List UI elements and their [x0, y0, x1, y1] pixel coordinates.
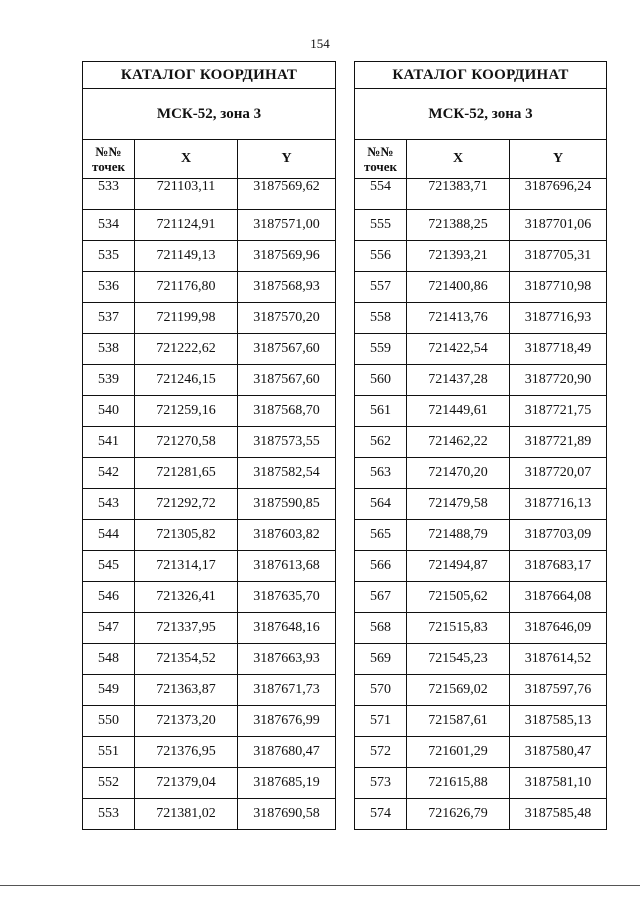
table-row — [83, 303, 336, 334]
table-row — [83, 551, 336, 582]
table-row — [83, 613, 336, 644]
x-coordinate-cell: 721379,04 — [135, 768, 238, 799]
x-coordinate-cell: 721462,22 — [407, 427, 510, 458]
point-number-cell: 569 — [355, 644, 407, 675]
table-row — [355, 179, 607, 210]
table-row — [355, 768, 607, 799]
column-header-number-sign: №№ — [95, 144, 122, 159]
x-coordinate-cell: 721449,61 — [407, 396, 510, 427]
coordinate-table-left — [82, 61, 336, 830]
y-coordinate-cell: 3187567,60 — [238, 365, 336, 396]
catalog-title: КАТАЛОГ КООРДИНАТ — [355, 62, 607, 89]
point-number-cell: 534 — [83, 210, 135, 241]
table-row — [355, 210, 607, 241]
table-row — [355, 458, 607, 489]
table-row — [355, 644, 607, 675]
y-coordinate-cell: 3187721,89 — [510, 427, 607, 458]
y-coordinate-cell: 3187614,52 — [510, 644, 607, 675]
x-coordinate-cell: 721488,79 — [407, 520, 510, 551]
column-header-points-word: точек — [92, 159, 125, 174]
point-number-cell: 573 — [355, 768, 407, 799]
table-row — [355, 489, 607, 520]
table-row — [83, 458, 336, 489]
y-coordinate-cell: 3187571,00 — [238, 210, 336, 241]
point-number-cell: 557 — [355, 272, 407, 303]
column-header-point-number — [83, 140, 135, 179]
point-number-cell: 547 — [83, 613, 135, 644]
x-coordinate-cell: 721393,21 — [407, 241, 510, 272]
column-header-y: Y — [238, 140, 336, 179]
x-coordinate-cell: 721373,20 — [135, 706, 238, 737]
point-number-cell: 561 — [355, 396, 407, 427]
y-coordinate-cell: 3187603,82 — [238, 520, 336, 551]
table-row — [355, 675, 607, 706]
point-number-cell: 556 — [355, 241, 407, 272]
y-coordinate-cell: 3187568,70 — [238, 396, 336, 427]
point-number-cell: 559 — [355, 334, 407, 365]
point-number-cell: 551 — [83, 737, 135, 768]
point-number-cell: 564 — [355, 489, 407, 520]
y-coordinate-cell: 3187676,99 — [238, 706, 336, 737]
table-row — [83, 799, 336, 830]
table-row — [355, 365, 607, 396]
point-number-cell: 563 — [355, 458, 407, 489]
x-coordinate-cell: 721388,25 — [407, 210, 510, 241]
x-coordinate-cell: 721292,72 — [135, 489, 238, 520]
table-row — [83, 644, 336, 675]
x-coordinate-cell: 721626,79 — [407, 799, 510, 830]
table-row — [83, 675, 336, 706]
x-coordinate-cell: 721199,98 — [135, 303, 238, 334]
y-coordinate-cell: 3187585,48 — [510, 799, 607, 830]
table-row — [83, 737, 336, 768]
y-coordinate-cell: 3187696,24 — [510, 179, 607, 210]
table-row — [83, 241, 336, 272]
y-coordinate-cell: 3187721,75 — [510, 396, 607, 427]
table-row — [355, 427, 607, 458]
x-coordinate-cell: 721587,61 — [407, 706, 510, 737]
point-number-cell: 546 — [83, 582, 135, 613]
table-row — [83, 365, 336, 396]
table-row — [355, 520, 607, 551]
x-coordinate-cell: 721259,16 — [135, 396, 238, 427]
coordinate-system-label: МСК-52, зона 3 — [355, 89, 607, 140]
table-row — [83, 582, 336, 613]
y-coordinate-cell: 3187613,68 — [238, 551, 336, 582]
y-coordinate-cell: 3187573,55 — [238, 427, 336, 458]
table-row — [355, 272, 607, 303]
point-number-cell: 545 — [83, 551, 135, 582]
point-number-cell: 570 — [355, 675, 407, 706]
point-number-cell: 553 — [83, 799, 135, 830]
point-number-cell: 566 — [355, 551, 407, 582]
table-row — [355, 706, 607, 737]
point-number-cell: 554 — [355, 179, 407, 210]
y-coordinate-cell: 3187597,76 — [510, 675, 607, 706]
point-number-cell: 542 — [83, 458, 135, 489]
y-coordinate-cell: 3187582,54 — [238, 458, 336, 489]
point-number-cell: 565 — [355, 520, 407, 551]
point-number-cell: 539 — [83, 365, 135, 396]
y-coordinate-cell: 3187648,16 — [238, 613, 336, 644]
y-coordinate-cell: 3187718,49 — [510, 334, 607, 365]
point-number-cell: 548 — [83, 644, 135, 675]
x-coordinate-cell: 721383,71 — [407, 179, 510, 210]
column-header-x: X — [135, 140, 238, 179]
x-coordinate-cell: 721413,76 — [407, 303, 510, 334]
x-coordinate-cell: 721515,83 — [407, 613, 510, 644]
x-coordinate-cell: 721270,58 — [135, 427, 238, 458]
column-header-x: X — [407, 140, 510, 179]
point-number-cell: 549 — [83, 675, 135, 706]
y-coordinate-cell: 3187569,96 — [238, 241, 336, 272]
coordinate-table-right — [354, 61, 607, 830]
table-row — [83, 179, 336, 210]
x-coordinate-cell: 721149,13 — [135, 241, 238, 272]
x-coordinate-cell: 721381,02 — [135, 799, 238, 830]
y-coordinate-cell: 3187705,31 — [510, 241, 607, 272]
x-coordinate-cell: 721124,91 — [135, 210, 238, 241]
column-header-point-number — [355, 140, 407, 179]
catalog-title: КАТАЛОГ КООРДИНАТ — [83, 62, 336, 89]
x-coordinate-cell: 721437,28 — [407, 365, 510, 396]
y-coordinate-cell: 3187690,58 — [238, 799, 336, 830]
table-row — [83, 272, 336, 303]
x-coordinate-cell: 721222,62 — [135, 334, 238, 365]
y-coordinate-cell: 3187680,47 — [238, 737, 336, 768]
x-coordinate-cell: 721505,62 — [407, 582, 510, 613]
x-coordinate-cell: 721615,88 — [407, 768, 510, 799]
point-number-cell: 571 — [355, 706, 407, 737]
y-coordinate-cell: 3187671,73 — [238, 675, 336, 706]
point-number-cell: 536 — [83, 272, 135, 303]
x-coordinate-cell: 721326,41 — [135, 582, 238, 613]
y-coordinate-cell: 3187569,62 — [238, 179, 336, 210]
table-body — [355, 179, 607, 830]
point-number-cell: 560 — [355, 365, 407, 396]
x-coordinate-cell: 721545,23 — [407, 644, 510, 675]
table-row — [355, 396, 607, 427]
y-coordinate-cell: 3187701,06 — [510, 210, 607, 241]
point-number-cell: 535 — [83, 241, 135, 272]
y-coordinate-cell: 3187710,98 — [510, 272, 607, 303]
page-number: 154 — [310, 36, 330, 51]
x-coordinate-cell: 721337,95 — [135, 613, 238, 644]
point-number-cell: 533 — [83, 179, 135, 210]
point-number-cell: 555 — [355, 210, 407, 241]
x-coordinate-cell: 721314,17 — [135, 551, 238, 582]
x-coordinate-cell: 721281,65 — [135, 458, 238, 489]
table-row — [83, 706, 336, 737]
point-number-cell: 572 — [355, 737, 407, 768]
table-row — [355, 551, 607, 582]
x-coordinate-cell: 721494,87 — [407, 551, 510, 582]
table-row — [355, 613, 607, 644]
coordinate-system-label: МСК-52, зона 3 — [83, 89, 336, 140]
y-coordinate-cell: 3187683,17 — [510, 551, 607, 582]
x-coordinate-cell: 721470,20 — [407, 458, 510, 489]
x-coordinate-cell: 721176,80 — [135, 272, 238, 303]
y-coordinate-cell: 3187567,60 — [238, 334, 336, 365]
x-coordinate-cell: 721103,11 — [135, 179, 238, 210]
column-header-number-sign: №№ — [367, 144, 394, 159]
point-number-cell: 574 — [355, 799, 407, 830]
y-coordinate-cell: 3187570,20 — [238, 303, 336, 334]
point-number-cell: 538 — [83, 334, 135, 365]
point-number-cell: 544 — [83, 520, 135, 551]
x-coordinate-cell: 721305,82 — [135, 520, 238, 551]
y-coordinate-cell: 3187685,19 — [238, 768, 336, 799]
y-coordinate-cell: 3187703,09 — [510, 520, 607, 551]
y-coordinate-cell: 3187663,93 — [238, 644, 336, 675]
y-coordinate-cell: 3187635,70 — [238, 582, 336, 613]
table-row — [83, 210, 336, 241]
y-coordinate-cell: 3187664,08 — [510, 582, 607, 613]
point-number-cell: 540 — [83, 396, 135, 427]
column-header-y: Y — [510, 140, 607, 179]
x-coordinate-cell: 721400,86 — [407, 272, 510, 303]
x-coordinate-cell: 721422,54 — [407, 334, 510, 365]
x-coordinate-cell: 721363,87 — [135, 675, 238, 706]
y-coordinate-cell: 3187590,85 — [238, 489, 336, 520]
table-row — [83, 768, 336, 799]
table-row — [355, 582, 607, 613]
point-number-cell: 537 — [83, 303, 135, 334]
x-coordinate-cell: 721246,15 — [135, 365, 238, 396]
y-coordinate-cell: 3187581,10 — [510, 768, 607, 799]
x-coordinate-cell: 721479,58 — [407, 489, 510, 520]
table-row — [83, 520, 336, 551]
table-row — [355, 737, 607, 768]
table-body — [83, 179, 336, 830]
point-number-cell: 558 — [355, 303, 407, 334]
table-row — [355, 303, 607, 334]
y-coordinate-cell: 3187716,13 — [510, 489, 607, 520]
x-coordinate-cell: 721601,29 — [407, 737, 510, 768]
y-coordinate-cell: 3187568,93 — [238, 272, 336, 303]
point-number-cell: 543 — [83, 489, 135, 520]
x-coordinate-cell: 721569,02 — [407, 675, 510, 706]
point-number-cell: 562 — [355, 427, 407, 458]
column-header-points-word: точек — [364, 159, 397, 174]
y-coordinate-cell: 3187720,07 — [510, 458, 607, 489]
table-row — [83, 427, 336, 458]
point-number-cell: 550 — [83, 706, 135, 737]
point-number-cell: 552 — [83, 768, 135, 799]
point-number-cell: 567 — [355, 582, 407, 613]
y-coordinate-cell: 3187716,93 — [510, 303, 607, 334]
y-coordinate-cell: 3187585,13 — [510, 706, 607, 737]
table-row — [83, 489, 336, 520]
table-row — [355, 334, 607, 365]
y-coordinate-cell: 3187580,47 — [510, 737, 607, 768]
table-row — [355, 241, 607, 272]
x-coordinate-cell: 721354,52 — [135, 644, 238, 675]
x-coordinate-cell: 721376,95 — [135, 737, 238, 768]
y-coordinate-cell: 3187720,90 — [510, 365, 607, 396]
footer-divider — [0, 885, 640, 886]
table-row — [83, 334, 336, 365]
y-coordinate-cell: 3187646,09 — [510, 613, 607, 644]
point-number-cell: 568 — [355, 613, 407, 644]
point-number-cell: 541 — [83, 427, 135, 458]
table-row — [355, 799, 607, 830]
table-row — [83, 396, 336, 427]
